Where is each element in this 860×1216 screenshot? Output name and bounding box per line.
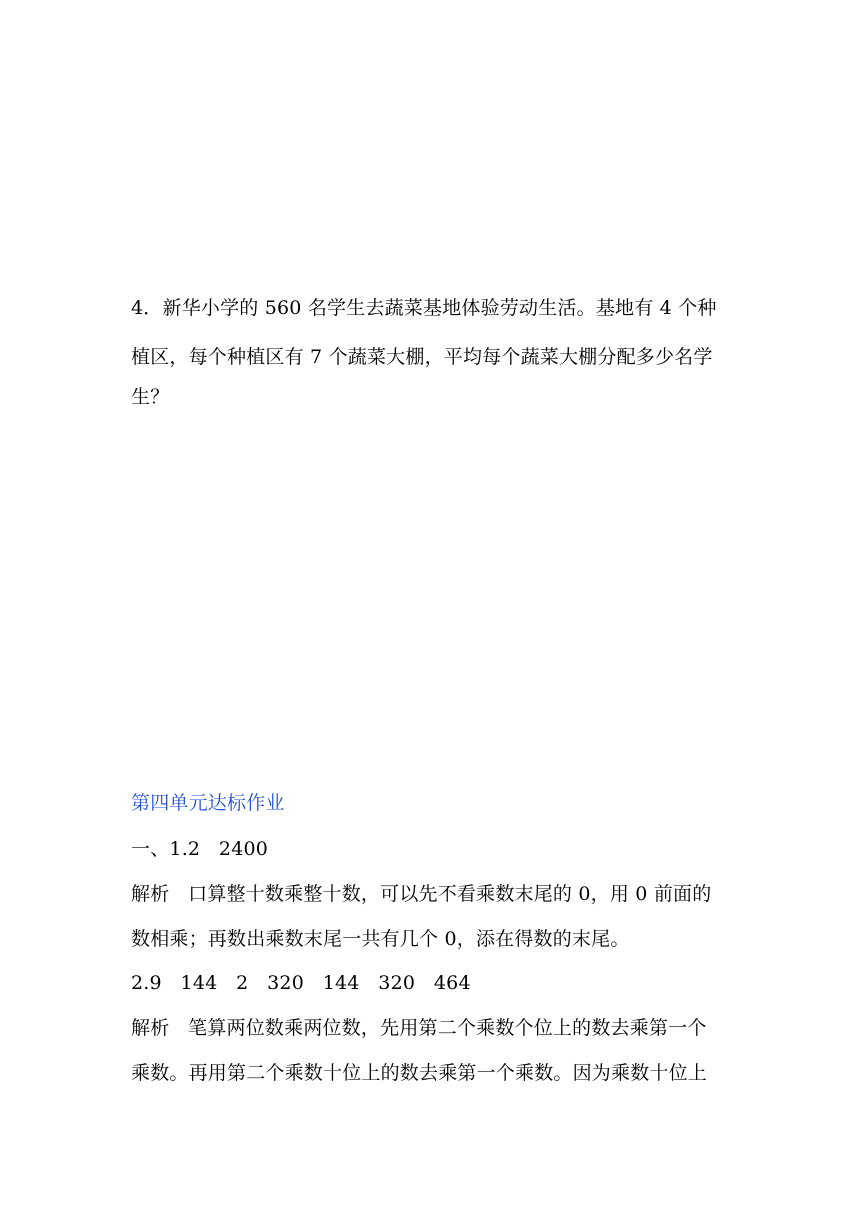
analysis-1-line-2: 数相乘；再数出乘数末尾一共有几个 0，添在得数的末尾。 (131, 928, 630, 950)
analysis-2-line-2: 乘数。再用第二个乘数十位上的数去乘第一个乘数。因为乘数十位上 (131, 1062, 708, 1084)
answer-1: 一、1.2 2400 (131, 838, 269, 860)
analysis-2-line-1: 解析 笔算两位数乘两位数，先用第二个乘数个位上的数去乘第一个 (131, 1017, 707, 1039)
section-title: 第四单元达标作业 (131, 792, 285, 814)
analysis-1-line-1: 解析 口算整十数乘整十数，可以先不看乘数末尾的 0，用 0 前面的 (131, 883, 712, 905)
question-4-line-2: 植区，每个种植区有 7 个蔬菜大棚，平均每个蔬菜大棚分配多少名学 (131, 346, 713, 368)
answer-2: 2.9 144 2 320 144 320 464 (131, 972, 471, 994)
question-4-line-1: 4．新华小学的 560 名学生去蔬菜基地体验劳动生活。基地有 4 个种 (131, 297, 717, 319)
question-4-line-3: 生？ (131, 386, 170, 408)
